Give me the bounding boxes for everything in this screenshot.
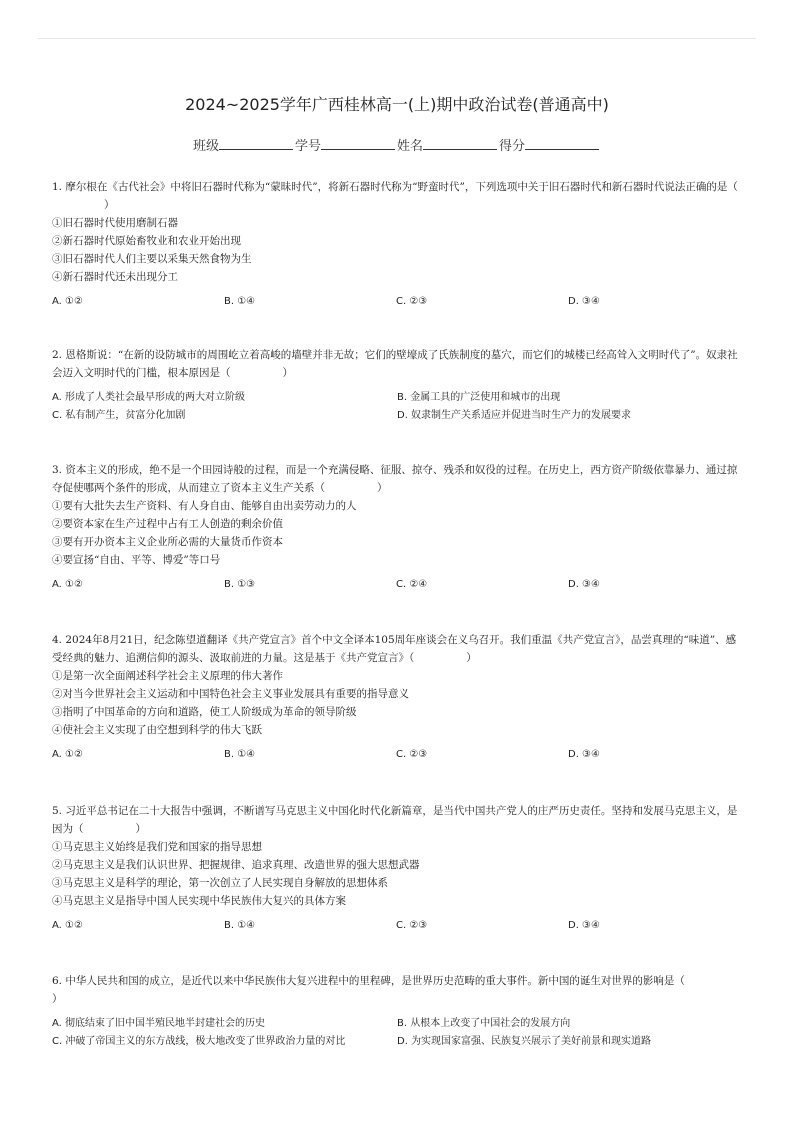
class-label: 班级	[192, 139, 219, 154]
statement-1: ①要有大批失去生产资料、有人身自由、能够自由出卖劳动力的人	[52, 500, 357, 512]
answer-options	[52, 576, 742, 594]
class-blank[interactable]	[219, 137, 293, 150]
question-1	[52, 178, 742, 311]
option-b[interactable]: B. ①④	[224, 920, 256, 931]
option-b[interactable]: B. 从根本上改变了中国社会的发展方向	[397, 1018, 571, 1029]
student-id-field	[295, 135, 397, 154]
option-b[interactable]: B. 金属工具的广泛使用和城市的出现	[397, 392, 561, 403]
question-stem: 2. 恩格斯说：“在新的设防城市的周围屹立着高峻的墙壁并非无故；它们的壁壕成了氏族制度的墓穴，而它们的城楼已经高耸入文明时代了”。奴隶社会迈入文明时代的门槛，根本原因是（ ）	[52, 349, 738, 379]
option-a[interactable]: A. ①②	[52, 579, 83, 590]
option-c[interactable]: C. 冲破了帝国主义的东方战线，极大地改变了世界政治力量的对比	[52, 1036, 346, 1047]
option-b[interactable]: B. ①④	[224, 749, 256, 760]
option-d[interactable]: D. ③④	[568, 296, 600, 307]
statement-1: ①旧石器时代使用磨制石器	[52, 217, 178, 229]
option-d[interactable]: D. 为实现国家富强、民族复兴展示了美好前景和现实道路	[397, 1036, 652, 1047]
option-a[interactable]: A. ①②	[52, 920, 83, 931]
option-d[interactable]: D. 奴隶制生产关系适应并促进当时生产力的发展要求	[397, 410, 632, 421]
option-a[interactable]: A. 彻底结束了旧中国半殖民地半封建社会的历史	[52, 1018, 266, 1029]
score-field	[499, 135, 601, 154]
statement-3: ③马克思主义是科学的理论，第一次创立了人民实现自身解放的思想体系	[52, 877, 388, 889]
statement-4: ④新石器时代还未出现分工	[52, 271, 178, 283]
answer-options	[52, 389, 742, 425]
top-divider	[38, 38, 756, 39]
question-stem: 1. 摩尔根在《古代社会》中将旧石器时代称为“蒙昧时代”，将新石器时代称为“野蛮时代”，下列选项中关于旧石器时代和新石器时代说法正确的是（）	[52, 181, 738, 211]
option-b[interactable]: B. ①④	[224, 296, 256, 307]
page-title: 2024~2025学年广西桂林高一(上)期中政治试卷(普通高中)	[185, 95, 609, 114]
answer-options	[52, 1015, 742, 1051]
statement-4: ④使社会主义实现了由空想到科学的伟大飞跃	[52, 724, 262, 736]
answer-options	[52, 917, 742, 935]
option-b[interactable]: B. ①③	[224, 579, 256, 590]
option-c[interactable]: C. ②④	[396, 579, 428, 590]
answer-options	[52, 293, 742, 311]
statement-2: ②要资本家在生产过程中占有工人创造的剩余价值	[52, 518, 283, 530]
statement-1: ①马克思主义始终是我们党和国家的指导思想	[52, 841, 262, 853]
option-d[interactable]: D. ③④	[568, 749, 600, 760]
statement-2: ②对当今世界社会主义运动和中国特色社会主义事业发展具有重要的指导意义	[52, 688, 409, 700]
question-3	[52, 461, 742, 594]
option-c[interactable]: C. ②③	[396, 296, 428, 307]
question-4	[52, 631, 742, 764]
student-id-blank[interactable]	[321, 137, 395, 150]
option-d[interactable]: D. ③④	[568, 920, 600, 931]
option-a[interactable]: A. ①②	[52, 749, 83, 760]
option-d[interactable]: D. ③④	[568, 579, 600, 590]
option-c[interactable]: C. ②③	[396, 920, 428, 931]
score-label: 得分	[499, 139, 526, 154]
question-5	[52, 802, 742, 935]
question-stem: 5. 习近平总书记在二十大报告中强调，不断谱写马克思主义中国化时代化新篇章，是当代中国共产党人的庄严历史责任。坚持和发展马克思主义，是因为（ ）	[52, 805, 738, 835]
statement-2: ②新石器时代原始畜牧业和农业开始出现	[52, 235, 241, 247]
student-info-row	[0, 135, 794, 154]
statement-1: ①是第一次全面阐述科学社会主义原理的伟大著作	[52, 670, 283, 682]
statement-3: ③旧石器时代人们主要以采集天然食物为生	[52, 253, 252, 265]
question-6	[52, 972, 742, 1051]
student-id-label: 学号	[294, 139, 321, 154]
option-c[interactable]: C. 私有制产生，贫富分化加剧	[52, 410, 186, 421]
name-field	[397, 135, 499, 154]
option-c[interactable]: C. ②③	[396, 749, 428, 760]
statement-4: ④要宣扬“自由、平等、博爱”等口号	[52, 554, 221, 566]
statement-4: ④马克思主义是指导中国人民实现中华民族伟大复兴的具体方案	[52, 895, 346, 907]
statement-3: ③要有开办资本主义企业所必需的大量货币作资本	[52, 536, 283, 548]
question-2	[52, 346, 742, 425]
name-label: 姓名	[397, 139, 424, 154]
question-stem: 3. 资本主义的形成，绝不是一个田园诗般的过程，而是一个充满侵略、征服、掠夺、残杀和奴役的过程。在历史上，西方资产阶级依靠暴力、通过掠夺促使哪两个条件的形成，从而建立了资本主义生产关系（ ）	[52, 464, 738, 494]
class-field	[193, 135, 295, 154]
question-stem: 6. 中华人民共和国的成立，是近代以来中华民族伟大复兴进程中的里程碑，是世界历史范畴的重大事件。新中国的诞生对世界的影响是（）	[52, 975, 685, 1005]
statement-2: ②马克思主义是我们认识世界、把握规律、追求真理、改造世界的强大思想武器	[52, 859, 420, 871]
score-blank[interactable]	[525, 137, 599, 150]
name-blank[interactable]	[423, 137, 497, 150]
statement-3: ③指明了中国革命的方向和道路，使工人阶级成为革命的领导阶级	[52, 706, 357, 718]
question-stem: 4. 2024年8月21日，纪念陈望道翻译《共产党宣言》首个中文全译本105周年座谈会在义乌召开。我们重温《共产党宣言》，品尝真理的“味道”、感受经典的魅力、追溯信仰的源头、汲取前进的力量。这是基于《共产党宣言》（ ）	[52, 634, 737, 664]
option-a[interactable]: A. ①②	[52, 296, 83, 307]
option-a[interactable]: A. 形成了人类社会最早形成的两大对立阶级	[52, 392, 246, 403]
answer-options	[52, 746, 742, 764]
